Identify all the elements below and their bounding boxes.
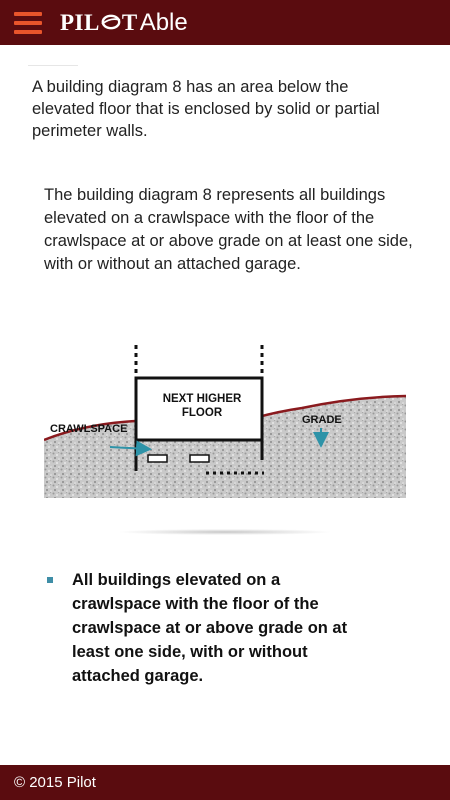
logo-o-swoosh-icon: [101, 10, 121, 36]
building-diagram-8: [44, 300, 406, 498]
bullet-marker: [47, 577, 53, 583]
main-content: [0, 45, 450, 765]
logo-able: Able: [139, 8, 188, 36]
grade-label: GRADE: [302, 414, 342, 426]
intro-text: A building diagram 8 has an area below the elevated floor that is enclosed by solid or partial perimeter walls.: [32, 78, 380, 140]
hamburger-menu-icon[interactable]: [14, 12, 42, 34]
menu-bar: [14, 12, 42, 16]
logo-t-text: T: [121, 9, 138, 35]
bullet-item: All buildings elevated on a crawlspace with the floor of the crawlspace at or above grade on at least one side, with or without attached garage.: [72, 571, 348, 685]
floor-label-line1: NEXT HIGHER: [162, 393, 242, 405]
app-header: [0, 0, 450, 45]
logo-pilot-text: PIL: [60, 9, 100, 35]
app-logo[interactable]: [60, 9, 188, 37]
section-divider: [120, 529, 330, 535]
crawlspace-label: CRAWLSPACE: [50, 423, 128, 435]
menu-bar: [14, 30, 42, 34]
copyright-text: © 2015 Pilot: [14, 774, 96, 791]
crawlspace-vent: [148, 455, 167, 462]
floor-label-line2: FLOOR: [181, 407, 223, 419]
app-footer: [0, 765, 450, 800]
logo-pilot: [60, 10, 138, 36]
menu-bar: [14, 21, 42, 25]
crawlspace-vent: [190, 455, 209, 462]
diagram-description: The building diagram 8 represents all buildings elevated on a crawlspace with the floor of the crawlspace at or above grade on at least one side, with or without an attached garage.: [44, 186, 413, 273]
divider: [28, 65, 78, 66]
